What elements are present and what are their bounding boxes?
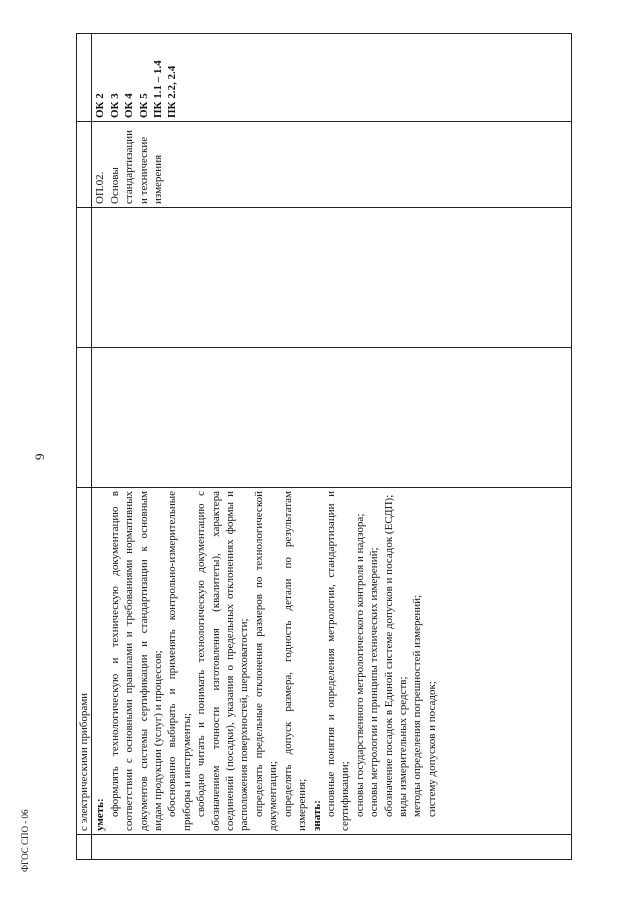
competencies-cell bbox=[92, 34, 572, 122]
discipline-code: ОП.02. bbox=[94, 171, 107, 204]
skill-item: обоснованно выбирать и применять контрольно-измерительные приборы и инструменты; bbox=[166, 491, 193, 831]
rotated-table-container bbox=[76, 34, 572, 860]
empty-cell bbox=[77, 348, 92, 488]
competency-item: ОК 2 bbox=[94, 93, 107, 118]
competency-item: ПК 2.2, 2.4 bbox=[166, 65, 179, 118]
competency-item: ОК 3 bbox=[108, 93, 121, 118]
empty-cell bbox=[92, 208, 572, 348]
requirements-cell bbox=[92, 488, 572, 835]
skills-header: уметь: bbox=[94, 798, 107, 831]
discipline-name: Основы стандартизации и технические измерения bbox=[108, 129, 165, 204]
competency-item: ПК 1.1 – 1.4 bbox=[152, 60, 165, 118]
knowledge-item: виды измерительных средств; bbox=[396, 676, 409, 817]
knowledge-item: основы государственного метрологического контроля и надзора; bbox=[353, 513, 366, 817]
empty-cell bbox=[92, 835, 572, 860]
empty-cell bbox=[77, 122, 92, 208]
skill-item: свободно читать и понимать технологическую документацию с обозначением точности изготовления (квалитеты), характера соединений (посадки), указания о предельных отклонениях формы и расположения поверхностей, шероховатости; bbox=[195, 491, 251, 831]
knowledge-item: обозначение посадок в Единой системе допусков и посадок (ЕСДП); bbox=[382, 494, 395, 817]
table-row-main bbox=[92, 34, 572, 860]
table-row-continuation bbox=[77, 34, 92, 860]
empty-cell bbox=[77, 34, 92, 122]
knowledge-item: систему допусков и посадок; bbox=[425, 681, 438, 817]
competency-item: ОК 4 bbox=[123, 93, 136, 118]
empty-cell bbox=[77, 208, 92, 348]
knowledge-item: основы метрологии и принципы технических измерений; bbox=[368, 547, 381, 817]
skill-item: определять допуск размера, годность детали по результатам измерения; bbox=[281, 491, 309, 831]
skill-item: определять предельные отклонения размеров по технологической документации; bbox=[252, 491, 280, 831]
empty-cell bbox=[92, 348, 572, 488]
knowledge-header: знать: bbox=[310, 800, 323, 831]
continuation-cell: с электрическими приборами bbox=[77, 488, 92, 835]
knowledge-item: методы определения погрешностей измерений; bbox=[411, 594, 424, 817]
competency-item: ОК 5 bbox=[137, 93, 150, 118]
page-number: 9 bbox=[32, 453, 47, 460]
curriculum-table bbox=[76, 33, 572, 860]
document-footer: ФГОС СПО - 06 bbox=[20, 809, 30, 872]
skill-item: оформлять технологическую и техническую документацию в соответствии с основными правилами и требованиями нормативных документов системы сертификации и стандартизации к основным видам продукции (услуг) и процессов; bbox=[108, 491, 165, 831]
discipline-cell bbox=[92, 122, 572, 208]
knowledge-item: основные понятия и определения метрологии, стандартизации и сертификации; bbox=[324, 491, 352, 831]
empty-cell bbox=[77, 835, 92, 860]
